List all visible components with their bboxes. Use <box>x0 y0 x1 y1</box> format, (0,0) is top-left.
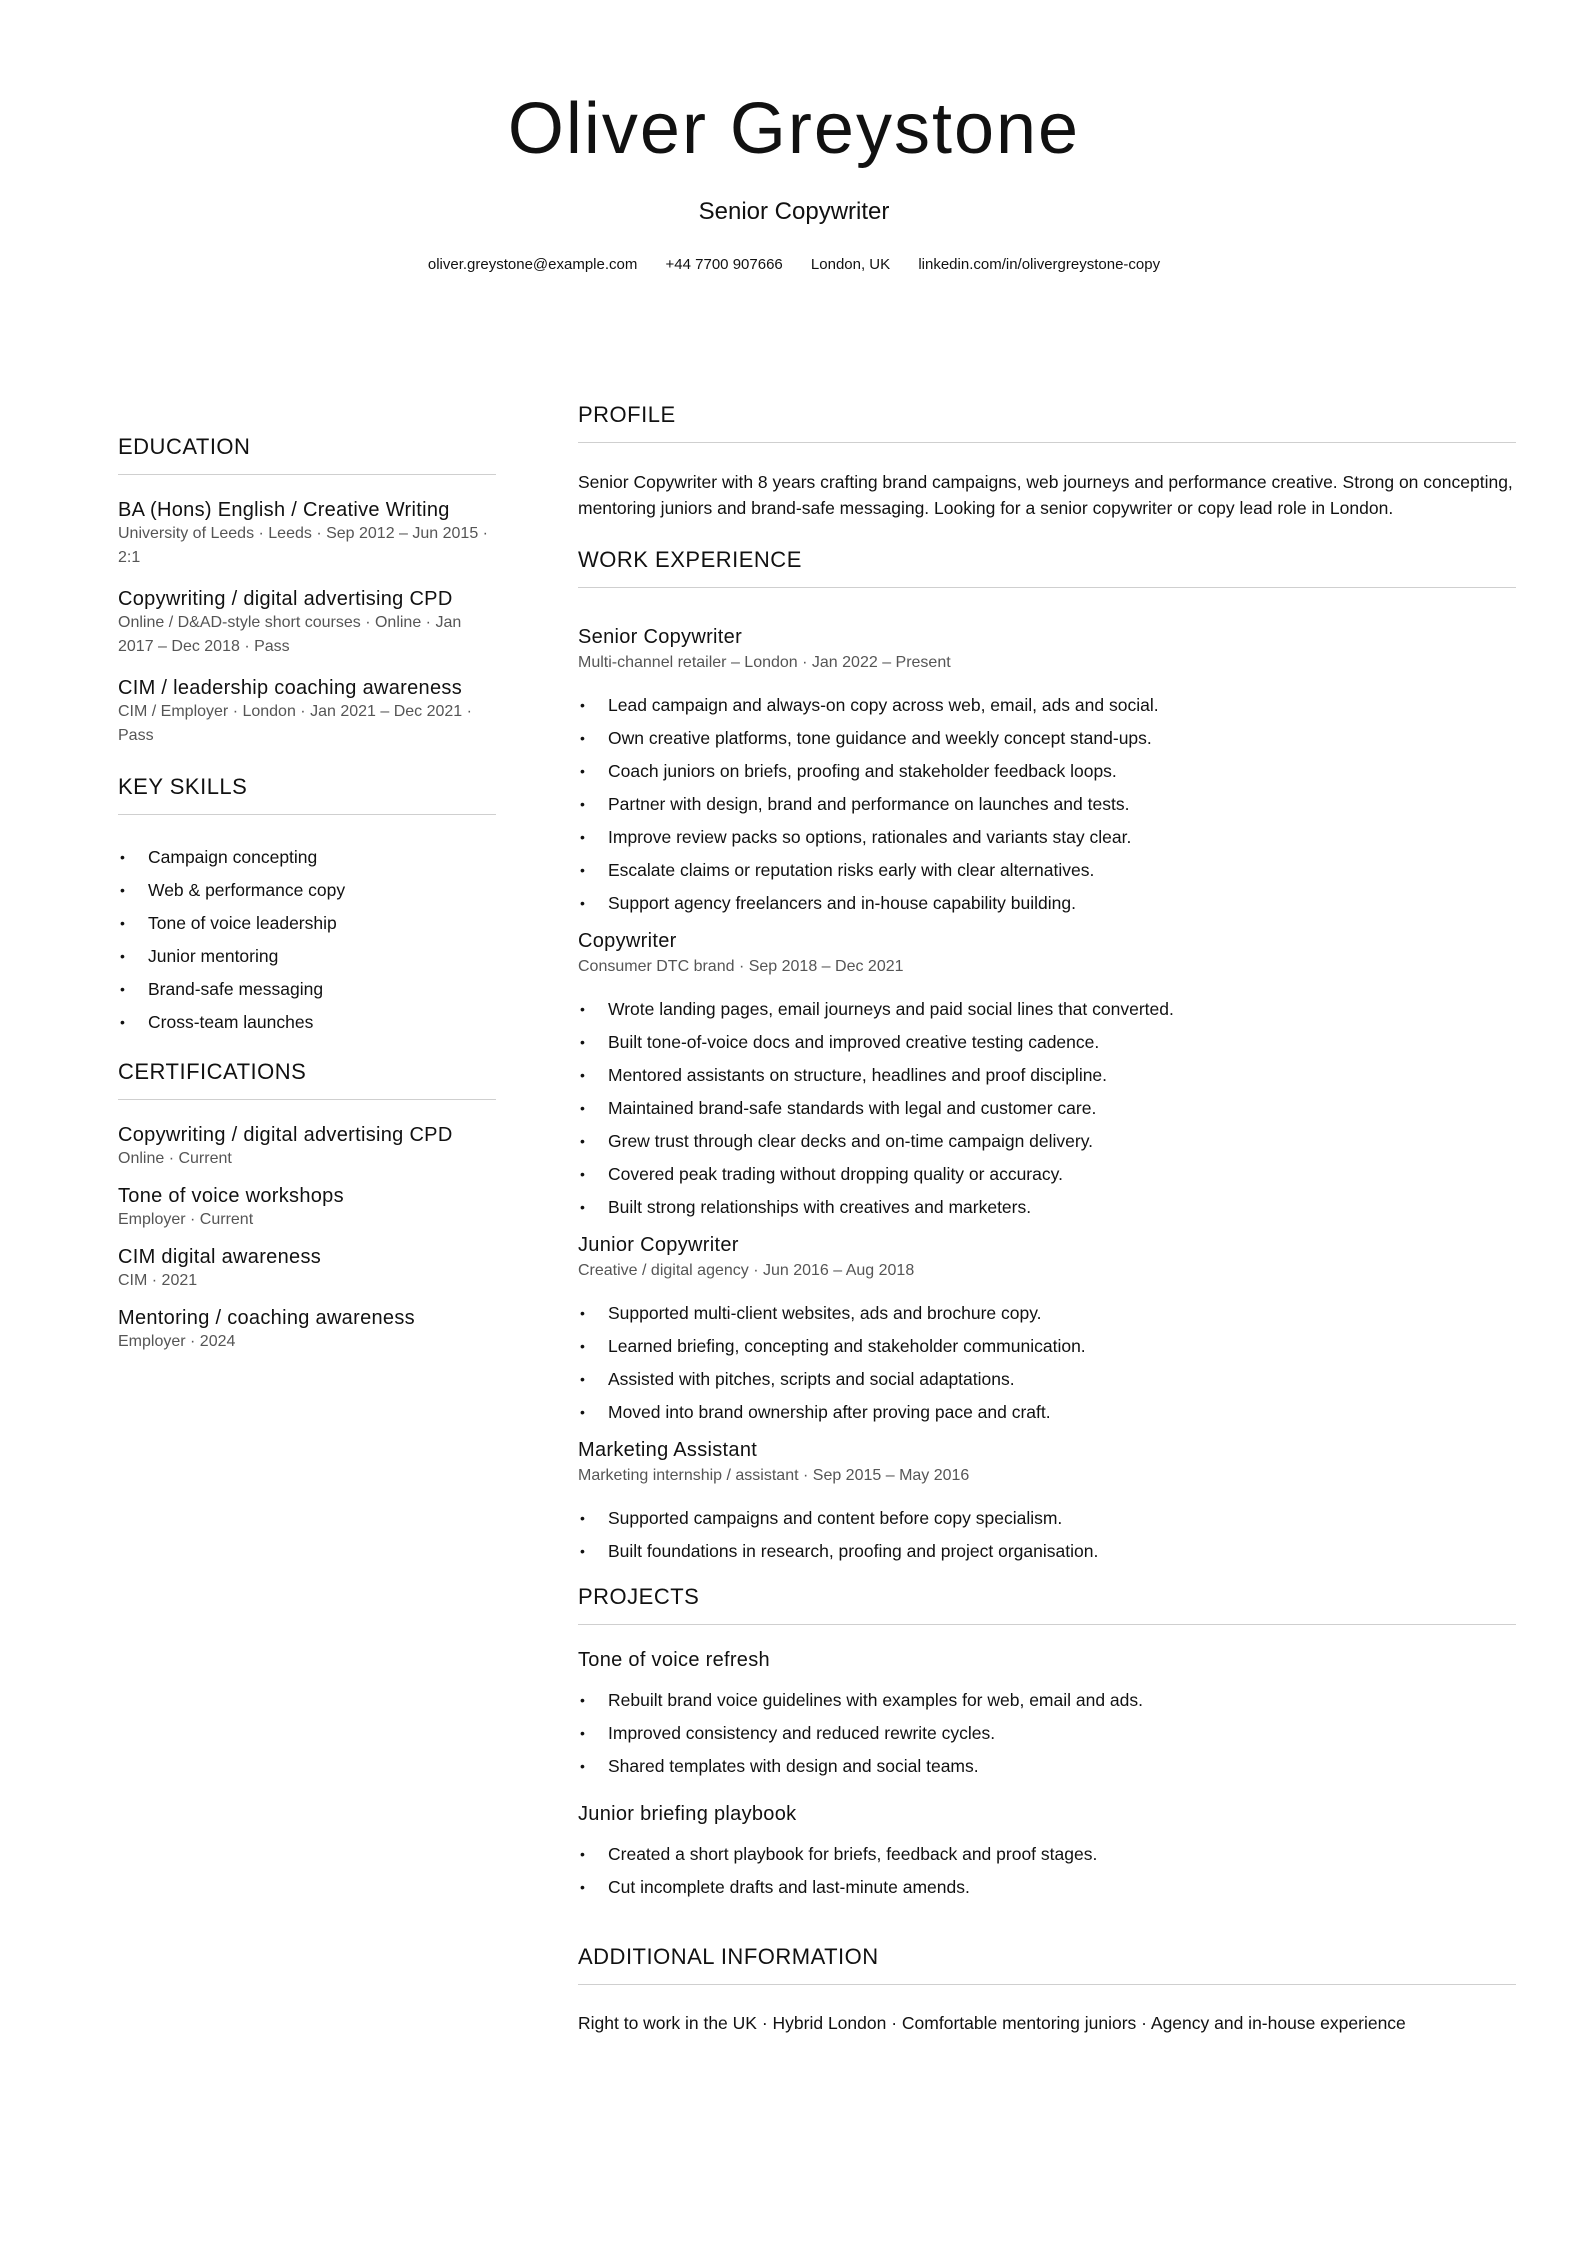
job-title: Copywriter <box>578 930 677 952</box>
education-entry-title: CIM / leadership coaching awareness <box>118 677 463 699</box>
job-bullet: • Assisted with pitches, scripts and social adaptations. <box>578 1363 1516 1396</box>
project-entry <box>578 1803 1516 1904</box>
skill-item: • Web & performance copy <box>118 874 496 907</box>
job-bullet: • Built strong relationships with creatives and marketers. <box>578 1191 1516 1224</box>
certification-title: CIM digital awareness <box>118 1246 322 1268</box>
contact-email[interactable]: oliver.greystone@example.com <box>427 256 638 273</box>
certification-title: Mentoring / coaching awareness <box>118 1307 415 1329</box>
certification-details: Online · Current <box>118 1150 232 1167</box>
education-entry-title: BA (Hons) English / Creative Writing <box>118 499 450 521</box>
job-bullet: • Supported multi-client websites, ads and brochure copy. <box>578 1297 1516 1330</box>
certification-entry <box>118 1246 496 1293</box>
project-title: Junior briefing playbook <box>578 1803 797 1825</box>
contact-location: London, UK <box>810 256 891 273</box>
job-employer-dates: Marketing internship / assistant · Sep 2015 – May 2016 <box>578 1467 970 1484</box>
candidate-headline: Senior Copywriter <box>698 198 890 225</box>
job-title: Senior Copywriter <box>578 626 743 648</box>
skill-item: • Cross-team launches <box>118 1006 496 1039</box>
job-employer-dates: Creative / digital agency · Jun 2016 – Aug 2018 <box>578 1262 915 1279</box>
certification-entry <box>118 1124 496 1171</box>
education-entry-title: Copywriting / digital advertising CPD <box>118 588 453 610</box>
certification-entry <box>118 1307 496 1354</box>
job-title: Junior Copywriter <box>578 1234 739 1256</box>
education-entry <box>118 677 496 748</box>
job-bullets <box>578 1297 1516 1429</box>
certification-title: Copywriting / digital advertising CPD <box>118 1124 453 1146</box>
job-bullet: • Escalate claims or reputation risks early with clear alternatives. <box>578 854 1516 887</box>
job-bullet: • Built tone-of-voice docs and improved creative testing cadence. <box>578 1026 1516 1059</box>
job-bullet: • Support agency freelancers and in-house capability building. <box>578 887 1516 920</box>
certification-title: Tone of voice workshops <box>118 1185 344 1207</box>
project-bullet: • Cut incomplete drafts and last-minute amends. <box>578 1871 1516 1904</box>
skill-item: • Junior mentoring <box>118 940 496 973</box>
experience-heading: WORK EXPERIENCE <box>578 547 1516 588</box>
job-bullets <box>578 1502 1516 1568</box>
project-bullets <box>578 1684 1516 1783</box>
contact-linkedin[interactable]: linkedin.com/in/olivergreystone-copy <box>918 256 1161 273</box>
job-bullet: • Learned briefing, concepting and stakeholder communication. <box>578 1330 1516 1363</box>
job-bullet: • Covered peak trading without dropping quality or accuracy. <box>578 1158 1516 1191</box>
contact-phone[interactable]: +44 7700 907666 <box>665 256 783 273</box>
job-bullets <box>578 689 1516 920</box>
skill-item: • Brand-safe messaging <box>118 973 496 1006</box>
skills-heading: KEY SKILLS <box>118 774 496 815</box>
certifications-heading: CERTIFICATIONS <box>118 1059 496 1100</box>
education-entry <box>118 499 496 570</box>
project-bullet: • Rebuilt brand voice guidelines with examples for web, email and ads. <box>578 1684 1516 1717</box>
skill-item: • Campaign concepting <box>118 841 496 874</box>
job-bullet: • Supported campaigns and content before copy specialism. <box>578 1502 1516 1535</box>
job-bullets <box>578 993 1516 1224</box>
certification-details: Employer · Current <box>118 1211 254 1228</box>
job-title: Marketing Assistant <box>578 1439 758 1461</box>
job-employer-dates: Multi-channel retailer – London · Jan 2022 – Present <box>578 654 951 671</box>
project-entry <box>578 1649 1516 1783</box>
project-bullet: • Shared templates with design and social teams. <box>578 1750 1516 1783</box>
education-heading: EDUCATION <box>118 434 496 475</box>
certification-details: Employer · 2024 <box>118 1333 236 1350</box>
job-bullet: • Maintained brand-safe standards with legal and customer care. <box>578 1092 1516 1125</box>
profile-heading: PROFILE <box>578 402 1516 443</box>
job-bullet: • Moved into brand ownership after proving pace and craft. <box>578 1396 1516 1429</box>
education-entry-details: University of Leeds · Leeds · Sep 2012 – Jun 2015 · 2:1 <box>118 525 488 566</box>
job-entry <box>578 930 1516 1224</box>
job-entry <box>578 626 1516 920</box>
projects-heading: PROJECTS <box>578 1584 1516 1625</box>
job-bullet: • Lead campaign and always-on copy across web, email, ads and social. <box>578 689 1516 722</box>
candidate-name: Oliver Greystone <box>507 89 1081 169</box>
job-bullet: • Wrote landing pages, email journeys and paid social lines that converted. <box>578 993 1516 1026</box>
project-bullets <box>578 1838 1516 1904</box>
job-entry <box>578 1234 1516 1429</box>
project-bullet: • Improved consistency and reduced rewrite cycles. <box>578 1717 1516 1750</box>
project-bullet: • Created a short playbook for briefs, feedback and proof stages. <box>578 1838 1516 1871</box>
job-bullet: • Built foundations in research, proofing and project organisation. <box>578 1535 1516 1568</box>
job-bullet: • Coach juniors on briefs, proofing and stakeholder feedback loops. <box>578 755 1516 788</box>
job-bullet: • Own creative platforms, tone guidance and weekly concept stand-ups. <box>578 722 1516 755</box>
education-entry <box>118 588 496 659</box>
right-column <box>578 402 1516 2034</box>
job-bullet: • Grew trust through clear decks and on-time campaign delivery. <box>578 1125 1516 1158</box>
profile-summary: Senior Copywriter with 8 years crafting brand campaigns, web journeys and performance creative. Strong on concepting, mentoring juniors and brand-safe messaging. Looking for a senior copywriter or copy lead role in London. <box>578 472 1513 518</box>
left-column <box>118 434 496 1368</box>
education-entry-details: CIM / Employer · London · Jan 2021 – Dec 2021 · Pass <box>118 703 472 744</box>
job-employer-dates: Consumer DTC brand · Sep 2018 – Dec 2021 <box>578 958 904 975</box>
job-bullet: • Mentored assistants on structure, headlines and proof discipline. <box>578 1059 1516 1092</box>
certification-entry <box>118 1185 496 1232</box>
job-bullet: • Improve review packs so options, rationales and variants stay clear. <box>578 821 1516 854</box>
skill-item: • Tone of voice leadership <box>118 907 496 940</box>
education-entry-details: Online / D&AD-style short courses · Online · Jan 2017 – Dec 2018 · Pass <box>118 614 462 655</box>
skills-list <box>118 841 496 1039</box>
additional-info-text: Right to work in the UK · Hybrid London · Comfortable mentoring juniors · Agency and in-house experience <box>578 2013 1406 2033</box>
contact-line <box>0 256 1588 273</box>
job-bullet: • Partner with design, brand and performance on launches and tests. <box>578 788 1516 821</box>
project-title: Tone of voice refresh <box>578 1649 770 1671</box>
job-entry <box>578 1439 1516 1568</box>
additional-info-heading: ADDITIONAL INFORMATION <box>578 1944 1516 1985</box>
certification-details: CIM · 2021 <box>118 1272 198 1289</box>
